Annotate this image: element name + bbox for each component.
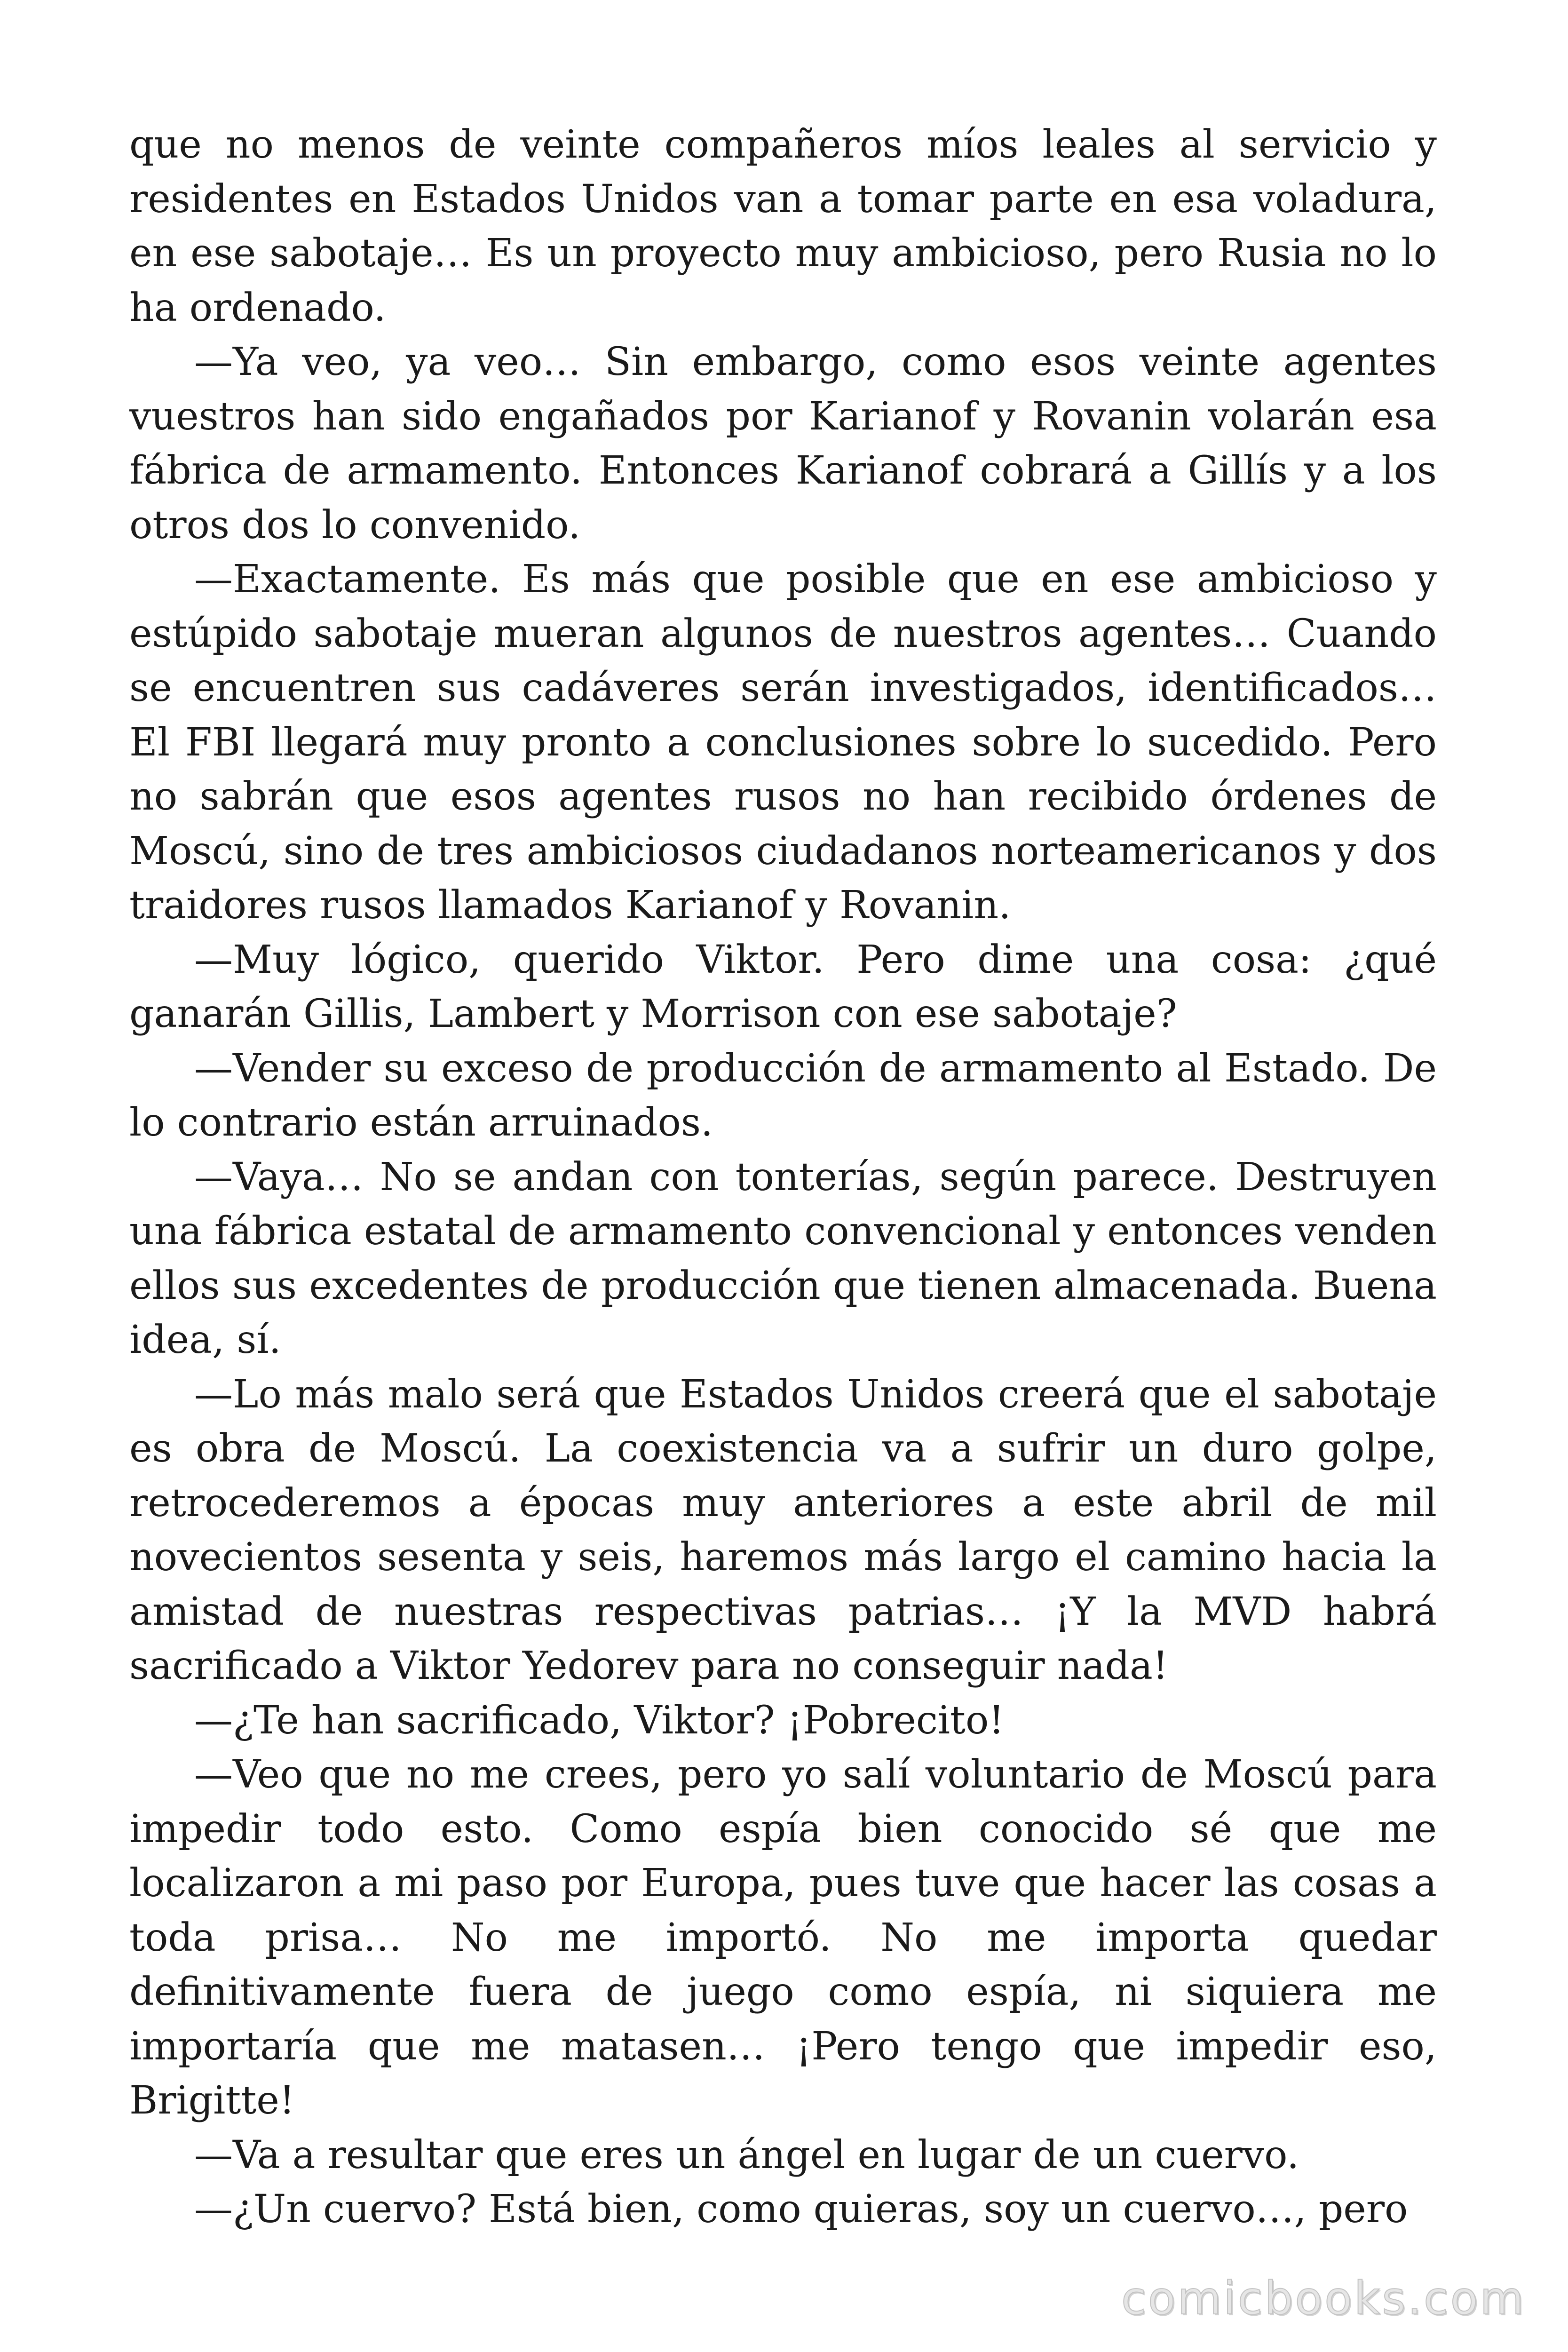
paragraph: —Ya veo, ya veo… Sin embargo, como esos veinte agentes vuestros han sido engañados por Karianof y Rovanin volarán esa fábrica de armamento. Entonces Karianof cobrará a Gillís y a los otros dos lo convenido.	[129, 340, 1437, 548]
paragraph: —Vender su exceso de producción de armamento al Estado. De lo contrario están arruinados.	[129, 1046, 1437, 1145]
site-watermark: comicbooks.com	[1121, 2272, 1526, 2325]
body-text	[129, 118, 1437, 2237]
paragraph: —Lo más malo será que Estados Unidos creerá que el sabotaje es obra de Moscú. La coexistencia va a sufrir un duro golpe, retrocederemos a épocas muy anteriores a este abril de mil novecientos sesenta y seis, haremos más largo el camino hacia la amistad de nuestras respectivas patrias… ¡Y la MVD habrá sacrificado a Viktor Yedorev para no conseguir nada!	[129, 1372, 1437, 1688]
paragraph: —Muy lógico, querido Viktor. Pero dime una cosa: ¿qué ganarán Gillis, Lambert y Morrison con ese sabotaje?	[129, 937, 1437, 1036]
paragraph: —Va a resultar que eres un ángel en lugar de un cuervo.	[194, 2132, 1299, 2177]
paragraph: —¿Un cuervo? Está bien, como quieras, soy un cuervo…, pero	[194, 2187, 1408, 2232]
paragraph: —¿Te han sacrificado, Viktor? ¡Pobrecito!	[194, 1698, 1005, 1743]
paragraph: —Exactamente. Es más que posible que en ese ambicioso y estúpido sabotaje mueran algunos de nuestros agentes… Cuando se encuentren sus cadáveres serán investigados, identificados… El FBI llegará muy pronto a conclusiones sobre lo sucedido. Pero no sabrán que esos agentes rusos no han recibido órdenes de Moscú, sino de tres ambiciosos ciudadanos norteamericanos y dos traidores rusos llamados Karianof y Rovanin.	[129, 557, 1437, 928]
paragraph: que no menos de veinte compañeros míos leales al servicio y residentes en Estados Unidos van a tomar parte en esa voladura, en ese sabotaje… Es un proyecto muy ambicioso, pero Rusia no lo ha ordenado.	[129, 122, 1437, 330]
paragraph: —Vaya… No se andan con tonterías, según parece. Destruyen una fábrica estatal de armamento convencional y entonces venden ellos sus excedentes de producción que tienen almacenada. Buena idea, sí.	[129, 1154, 1437, 1362]
paragraph: —Veo que no me crees, pero yo salí voluntario de Moscú para impedir todo esto. Como espía bien conocido sé que me localizaron a mi paso por Europa, pues tuve que hacer las cosas a toda prisa… No me importó. No me importa quedar definitivamente fuera de juego como espía, ni siquiera me importaría que me matasen… ¡Pero tengo que impedir eso, Brigitte!	[129, 1752, 1437, 2123]
